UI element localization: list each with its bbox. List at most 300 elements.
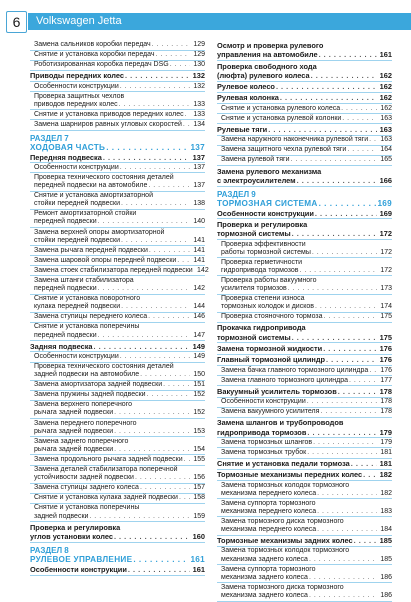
- toc-entry[interactable]: [217, 146, 392, 154]
- toc-entry[interactable]: [30, 174, 205, 182]
- toc-heading[interactable]: [217, 470, 392, 479]
- toc-entry[interactable]: [217, 547, 392, 555]
- section-number: РАЗДЕЛ 7: [30, 133, 69, 143]
- entry-text: Особенности конструкции: [34, 352, 119, 360]
- entry-text: передней подвески: [34, 331, 97, 339]
- toc-entry[interactable]: [217, 105, 392, 113]
- dot-leader: [135, 474, 190, 482]
- dot-leader: [309, 592, 377, 600]
- dot-leader: [170, 61, 190, 69]
- entry-text: Замена пружины задней подвески: [34, 391, 146, 399]
- toc-entry[interactable]: [30, 83, 205, 91]
- toc-entry[interactable]: [217, 367, 392, 375]
- dot-leader: [307, 428, 377, 437]
- entry-text: Роботизированная коробка передач DSG: [34, 61, 169, 69]
- toc-heading[interactable]: [217, 93, 392, 102]
- toc-heading[interactable]: [217, 229, 392, 238]
- page-ref: 144: [193, 303, 205, 311]
- page-ref: 182: [380, 489, 392, 497]
- toc-entry[interactable]: [217, 259, 392, 267]
- dot-leader: [312, 249, 377, 257]
- page-ref: 162: [380, 104, 392, 112]
- page-ref: 161: [190, 554, 205, 564]
- toc-entry[interactable]: [30, 218, 205, 226]
- toc-entry[interactable]: [217, 574, 392, 582]
- page-ref: 178: [379, 386, 392, 396]
- toc-entry[interactable]: [30, 420, 205, 428]
- toc-entry[interactable]: [30, 51, 205, 59]
- dot-leader: [149, 247, 190, 255]
- entry-text: Замена продольного рычага задней подвески: [34, 455, 183, 463]
- entry-text: Тормозные механизмы передних колес: [217, 470, 363, 480]
- entry-text: механизма переднего колеса: [221, 526, 317, 534]
- dot-leader: [120, 353, 190, 361]
- toc-entry[interactable]: [30, 363, 205, 371]
- toc-heading[interactable]: [217, 344, 392, 353]
- toc-entry[interactable]: [30, 192, 205, 200]
- dot-leader: [349, 377, 377, 385]
- row-divider: [30, 542, 205, 543]
- dot-leader: [94, 342, 190, 351]
- entry-text: Замена суппорта тормозного: [221, 499, 316, 507]
- page-ref: 149: [193, 352, 205, 360]
- page-ref: 149: [192, 341, 205, 351]
- dot-leader: [315, 303, 377, 311]
- toc-entry[interactable]: [30, 466, 205, 474]
- page-ref: 142: [197, 266, 209, 274]
- dot-leader: [120, 83, 190, 91]
- toc-entry[interactable]: [30, 391, 205, 399]
- toc-heading[interactable]: [217, 125, 392, 134]
- entry-text: Замена штанги стабилизатора: [34, 276, 134, 284]
- page-ref: 146: [193, 313, 205, 321]
- page-number: 6: [6, 11, 27, 33]
- entry-text: Проверка работы вакуумного: [221, 276, 317, 284]
- page-ref: 184: [380, 526, 392, 534]
- entry-text: Замена заднего поперечного: [34, 437, 129, 445]
- entry-text: стойки передней подвески: [34, 200, 120, 208]
- entry-text: Проверка герметичности: [221, 258, 303, 266]
- toc-entry[interactable]: [217, 313, 392, 321]
- section-number: РАЗДЕЛ 9: [217, 189, 256, 199]
- entry-text: рычага задней подвески: [34, 409, 114, 417]
- entry-text: рычага задней подвески: [34, 445, 114, 453]
- dot-leader: [106, 143, 189, 153]
- toc-entry[interactable]: [30, 61, 205, 69]
- entry-text: механизма заднего колеса: [221, 555, 308, 563]
- page-ref: 133: [193, 110, 205, 118]
- toc-heading[interactable]: [217, 209, 392, 218]
- toc-entry[interactable]: [217, 500, 392, 508]
- dot-leader: [288, 285, 377, 293]
- page-ref: 185: [379, 536, 392, 546]
- entry-text: Замена рулевой тяги: [221, 156, 290, 164]
- toc-entry[interactable]: [217, 156, 392, 164]
- toc-heading[interactable]: [217, 71, 392, 80]
- toc-entry[interactable]: [30, 93, 205, 101]
- dot-leader: [351, 459, 377, 468]
- entry-text: Замена тормозных колодок тормозного: [221, 481, 350, 489]
- toc-entry[interactable]: [30, 323, 205, 331]
- entry-text: Замена шаровой опоры передней подвески: [34, 256, 177, 264]
- entry-text: усилителя тормозов: [221, 285, 287, 292]
- dot-leader: [317, 490, 377, 498]
- toc-heading[interactable]: [217, 50, 392, 59]
- entry-text: Замена тормозной жидкости: [217, 343, 323, 353]
- toc-entry[interactable]: [30, 41, 205, 49]
- entry-text: Снятие и установка поворотного: [34, 295, 141, 303]
- section-title[interactable]: [30, 555, 205, 565]
- toc-heading[interactable]: [30, 532, 205, 541]
- row-divider: [30, 130, 205, 131]
- toc-entry[interactable]: [30, 121, 205, 129]
- dot-leader: [280, 93, 377, 102]
- toc-entry[interactable]: [217, 267, 392, 275]
- page-header: [0, 0, 411, 38]
- toc-heading[interactable]: [217, 428, 392, 437]
- entry-text: Особенности конструкции: [34, 82, 119, 90]
- toc-entry[interactable]: [30, 438, 205, 446]
- entry-text: Замена деталей стабилизатора поперечной: [34, 466, 178, 474]
- toc-entry[interactable]: [30, 456, 205, 464]
- dot-leader: [98, 218, 190, 226]
- page-ref: 172: [380, 248, 392, 256]
- toc-entry[interactable]: [30, 101, 205, 109]
- dot-leader: [291, 156, 377, 164]
- toc-entry[interactable]: [217, 490, 392, 498]
- dot-leader: [128, 565, 190, 574]
- entry-text: Замена тормозного диска тормозного: [221, 583, 344, 591]
- page-ref: 163: [379, 124, 392, 134]
- dot-leader: [319, 50, 377, 59]
- toc-entry[interactable]: [30, 494, 205, 502]
- toc-entry[interactable]: [217, 249, 392, 257]
- entry-text: Проверка степени износа: [221, 295, 305, 303]
- entry-text: стойки передней подвески: [34, 236, 120, 244]
- toc-left-column: [30, 41, 209, 576]
- dot-leader: [177, 257, 190, 265]
- dot-leader: [338, 387, 377, 396]
- entry-text: Замена главного тормозного цилиндра: [221, 376, 349, 384]
- entry-text: Проверка стояночного тормоза: [221, 313, 323, 321]
- page-ref: 175: [379, 332, 392, 342]
- dot-leader: [140, 484, 190, 492]
- entry-text: Замена верхней опоры амортизаторной: [34, 228, 165, 236]
- dot-leader: [309, 574, 377, 582]
- toc-entry[interactable]: [217, 398, 392, 406]
- dot-leader: [315, 209, 377, 218]
- dot-leader: [119, 101, 190, 109]
- toc-entry[interactable]: [30, 381, 205, 389]
- page-ref: 157: [193, 484, 205, 492]
- toc-entry[interactable]: [30, 428, 205, 436]
- dot-leader: [114, 532, 190, 541]
- page-ref: 164: [380, 146, 392, 154]
- toc-entry[interactable]: [30, 303, 205, 311]
- dot-leader: [120, 164, 190, 172]
- toc-entry[interactable]: [30, 266, 209, 275]
- toc-entry[interactable]: [30, 484, 205, 492]
- dot-leader: [307, 449, 377, 457]
- page-ref: 181: [379, 459, 392, 469]
- dot-leader: [313, 439, 377, 447]
- page-ref: 186: [380, 573, 392, 581]
- page-ref: 129: [193, 51, 205, 59]
- dot-leader: [309, 556, 377, 564]
- toc-entry[interactable]: [217, 592, 392, 600]
- toc-heading[interactable]: [217, 82, 392, 91]
- toc-entry[interactable]: [30, 182, 205, 190]
- toc-entry[interactable]: [217, 285, 392, 293]
- page-ref: 133: [193, 100, 205, 108]
- dot-leader: [133, 555, 189, 565]
- page-ref: 156: [193, 474, 205, 482]
- page-ref: 137: [193, 163, 205, 171]
- toc-entry[interactable]: [217, 482, 392, 490]
- entry-text: Приводы передних колес: [30, 71, 125, 81]
- entry-text: Проверка свободного хода: [217, 61, 317, 71]
- entry-text: Проверка технического состояния деталей: [34, 173, 174, 181]
- page-ref: 165: [380, 156, 392, 164]
- dot-leader: [148, 182, 190, 190]
- toc-entry[interactable]: [30, 164, 205, 172]
- dot-leader: [148, 313, 190, 321]
- toc-heading[interactable]: [217, 167, 392, 176]
- toc-entry[interactable]: [217, 408, 392, 416]
- toc-entry[interactable]: [30, 313, 205, 321]
- toc-entry[interactable]: [30, 285, 205, 293]
- dot-leader: [323, 344, 377, 353]
- entry-text: Особенности конструкции: [34, 163, 119, 171]
- page-ref: 162: [379, 93, 392, 103]
- page-ref: 173: [380, 285, 392, 292]
- page-ref: 130: [193, 61, 205, 69]
- toc-entry[interactable]: [30, 229, 205, 237]
- entry-text: (люфта) рулевого колеса: [217, 70, 310, 80]
- entry-text: передней подвески: [34, 285, 97, 293]
- entry-text: Замена верхнего поперечного: [34, 401, 132, 409]
- page-ref: 152: [193, 391, 205, 399]
- toc-heading[interactable]: [217, 355, 392, 364]
- entry-text: Замена тормозного диска тормозного: [221, 517, 344, 525]
- entry-text: Замена стоек стабилизатора передней подвески: [34, 266, 193, 274]
- dot-leader: [185, 111, 190, 119]
- entry-text: задней подвески: [34, 512, 89, 520]
- row-divider: [217, 601, 392, 602]
- page-ref: 154: [193, 445, 205, 453]
- page-ref: 141: [193, 256, 205, 264]
- entry-text: кулака передней подвески: [34, 303, 121, 311]
- entry-text: тормозной системы: [217, 229, 291, 239]
- toc-heading[interactable]: [30, 523, 205, 532]
- toc-heading[interactable]: [217, 418, 392, 427]
- page-ref: 177: [380, 376, 392, 384]
- entry-text: работы тормозной системы: [221, 248, 311, 256]
- toc-entry[interactable]: [30, 237, 205, 245]
- page-ref: 161: [192, 564, 205, 574]
- entry-text: Проверка эффективности: [221, 240, 306, 248]
- entry-text: Вакуумный усилитель тормозов: [217, 386, 337, 396]
- dot-leader: [163, 381, 190, 389]
- dot-leader: [317, 508, 377, 516]
- toc-heading[interactable]: [217, 62, 392, 71]
- dot-leader: [341, 105, 377, 113]
- toc-heading[interactable]: [217, 176, 392, 185]
- entry-text: механизма переднего колеса: [221, 489, 317, 497]
- entry-text: Снятие и установка поперечины: [34, 323, 140, 331]
- toc-entry[interactable]: [30, 200, 205, 208]
- entry-text: Замена тормозных трубок: [221, 448, 307, 456]
- entry-text: Проверка и регулировка: [217, 219, 308, 229]
- page-ref: 169: [379, 208, 392, 218]
- section-title[interactable]: [30, 143, 205, 153]
- toc-entry[interactable]: [217, 556, 392, 564]
- toc-entry[interactable]: [30, 371, 205, 379]
- page-ref: 176: [380, 366, 392, 374]
- page-ref: 153: [193, 427, 205, 435]
- dot-leader: [103, 153, 190, 162]
- entry-text: Особенности конструкции: [217, 208, 314, 218]
- dot-leader: [319, 199, 377, 209]
- entry-text: Рулевое колесо: [217, 82, 275, 92]
- toc-heading[interactable]: [217, 220, 392, 229]
- page-ref: 129: [193, 41, 205, 48]
- entry-text: передней подвески: [34, 218, 97, 226]
- toc-entry[interactable]: [217, 136, 392, 144]
- entry-text: Замена ступицы переднего колеса: [34, 313, 148, 321]
- entry-text: Снятие и установка поперечины: [34, 504, 140, 512]
- page-ref: 178: [380, 398, 392, 406]
- dot-leader: [125, 71, 190, 80]
- entry-text: гидропривода тормозов: [217, 427, 307, 437]
- toc-entry[interactable]: [217, 295, 392, 303]
- toc-entry[interactable]: [217, 526, 392, 534]
- dot-leader: [147, 391, 190, 399]
- entry-text: Снятие и установка коробки передач: [34, 51, 155, 59]
- dot-leader: [179, 494, 190, 502]
- dot-leader: [152, 41, 190, 49]
- toc-heading[interactable]: [30, 342, 205, 351]
- toc-entry[interactable]: [217, 518, 392, 526]
- dot-leader: [114, 409, 190, 417]
- toc-entry[interactable]: [30, 111, 205, 119]
- entry-text: Замена шлангов и трубопроводов: [217, 418, 344, 428]
- entry-text: Снятие и установка педали тормоза: [217, 459, 350, 469]
- page-ref: 151: [193, 381, 205, 389]
- page-ref: 175: [380, 313, 392, 321]
- page-ref: 178: [380, 408, 392, 416]
- entry-text: Проверка и регулировка: [30, 522, 121, 532]
- toc-entry[interactable]: [30, 332, 205, 340]
- page-ref: 152: [193, 409, 205, 417]
- dot-leader: [292, 229, 377, 238]
- book-title: Volkswagen Jetta: [36, 15, 122, 27]
- page-ref: 176: [379, 343, 392, 353]
- entry-text: Замена шарниров равных угловых скоростей: [34, 120, 182, 128]
- page-ref: 166: [379, 175, 392, 185]
- section-title[interactable]: [217, 199, 392, 209]
- dot-leader: [184, 456, 190, 464]
- toc-entry[interactable]: [217, 303, 392, 311]
- page-ref: 161: [379, 50, 392, 60]
- toc-entry[interactable]: [217, 439, 392, 447]
- toc-entry[interactable]: [217, 508, 392, 516]
- entry-text: Снятие и установка рулевого колеса: [221, 104, 341, 112]
- page-ref: 183: [380, 507, 392, 515]
- toc-heading[interactable]: [217, 536, 392, 545]
- page-ref: 132: [193, 82, 205, 90]
- entry-text: тормозных колодок и дисков: [221, 303, 314, 311]
- entry-text: Снятие и установка рулевой колонки: [221, 114, 342, 122]
- section-number: РАЗДЕЛ 8: [30, 545, 69, 555]
- toc-heading[interactable]: [30, 153, 205, 162]
- toc-heading[interactable]: [30, 565, 205, 574]
- dot-leader: [140, 371, 190, 379]
- toc-entry[interactable]: [217, 241, 392, 249]
- toc-entry[interactable]: [30, 504, 205, 512]
- toc-entry[interactable]: [30, 513, 205, 521]
- toc-entry[interactable]: [217, 449, 392, 457]
- page-ref: 172: [379, 229, 392, 239]
- toc-entry[interactable]: [30, 247, 205, 255]
- toc-entry[interactable]: [30, 277, 205, 285]
- page-ref: 158: [193, 494, 205, 502]
- dot-leader: [156, 51, 190, 59]
- toc-entry[interactable]: [30, 474, 205, 482]
- toc-entry[interactable]: [217, 277, 392, 285]
- page-ref: 174: [380, 303, 392, 311]
- dot-leader: [121, 303, 190, 311]
- page-ref: 181: [380, 448, 392, 456]
- entry-text: Снятие и установка кулака задней подвески: [34, 494, 178, 502]
- toc-entry[interactable]: [30, 257, 205, 265]
- toc-entry[interactable]: [217, 115, 392, 123]
- entry-text: Замена амортизатора задней подвески: [34, 381, 163, 389]
- dot-leader: [320, 408, 377, 416]
- entry-text: Замена рулевого механизма: [217, 166, 322, 176]
- dot-leader: [114, 428, 190, 436]
- toc-entry[interactable]: [30, 446, 205, 454]
- dot-leader: [121, 200, 190, 208]
- toc-entry[interactable]: [217, 377, 392, 385]
- toc-entry[interactable]: [217, 584, 392, 592]
- toc-entry[interactable]: [30, 353, 205, 361]
- page-ref: 179: [380, 438, 392, 446]
- page-ref: 182: [379, 470, 392, 480]
- entry-text: Замена переднего поперечного: [34, 419, 137, 427]
- entry-text: Главный тормозной цилиндр: [217, 355, 326, 365]
- toc-heading[interactable]: [217, 41, 392, 50]
- entry-text: управления на автомобиле: [217, 50, 318, 60]
- toc-entry[interactable]: [30, 409, 205, 417]
- page-ref: 142: [193, 285, 205, 293]
- toc-heading[interactable]: [217, 323, 392, 332]
- toc-heading[interactable]: [217, 387, 392, 396]
- dot-leader: [369, 367, 377, 375]
- dot-leader: [354, 536, 377, 545]
- entry-text: передней подвески на автомобиле: [34, 182, 148, 190]
- toc-heading[interactable]: [30, 71, 205, 80]
- toc-heading[interactable]: [217, 333, 392, 342]
- page-ref: 141: [193, 236, 205, 244]
- entry-text: рычага задней подвески: [34, 427, 114, 435]
- dot-leader: [114, 446, 190, 454]
- entry-text: Замена наружного наконечника рулевой тяги: [221, 136, 369, 144]
- toc-heading[interactable]: [217, 459, 392, 468]
- entry-text: устойчивости задней подвески: [34, 474, 134, 482]
- dot-leader: [317, 526, 377, 534]
- entry-text: механизма переднего колеса: [221, 507, 317, 515]
